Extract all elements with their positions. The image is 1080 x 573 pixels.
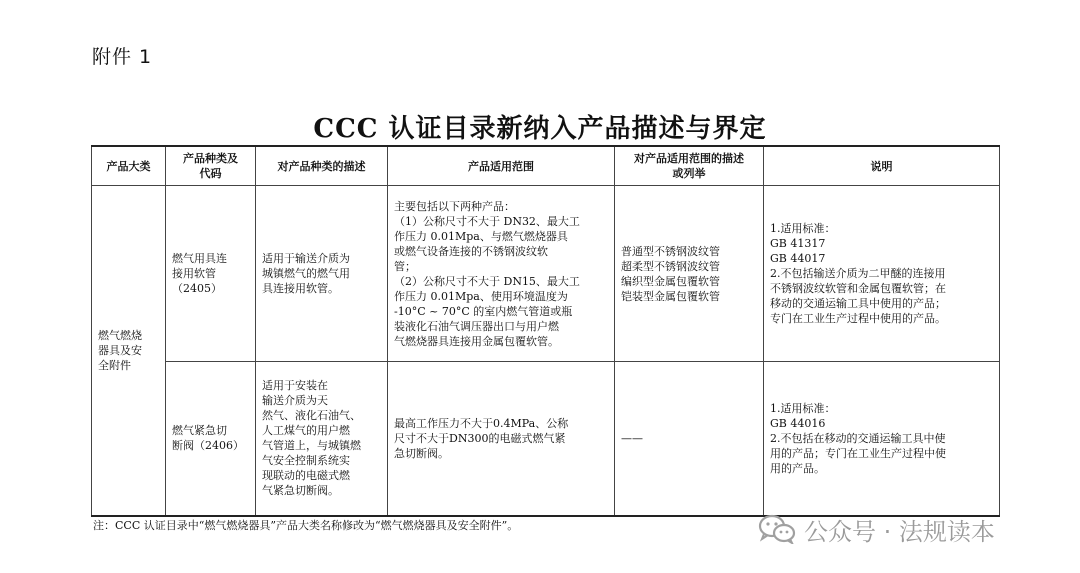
cell-type-code: 燃气用具连 接用软管 （2405） xyxy=(166,186,256,362)
footnote: 注：CCC 认证目录中“燃气燃烧器具”产品大类名称修改为“燃气燃烧器具及安全附件”。 xyxy=(93,519,519,532)
header-scope: 产品适用范围 xyxy=(388,146,615,186)
cell-scope: 主要包括以下两种产品： （1）公称尺寸不大于 DN32、最大工 作压力 0.01Mpa、与燃气燃烧器具 或燃气设备连接的不锈钢波纹软 管； （2）公称尺寸不大于 DN15、最大工 作压力 0.01Mpa、使用环境温度为 -10°C ~ 70°C 的室内燃气管道或瓶 装液化石油气调压器出口与用户燃 气燃烧器具连接用金属包覆软管。 xyxy=(388,186,615,362)
header-scope-description: 对产品适用范围的描述 或列举 xyxy=(615,146,764,186)
cell-notes: 1.适用标准： GB 41317 GB 44017 2.不包括输送介质为二甲醚的连接用 不锈钢波纹软管和金属包覆软管；在 移动的交通运输工具中使用的产品； 专门在工业生产过程中使用的产品。 xyxy=(764,186,1000,362)
document-title: CCC 认证目录新纳入产品描述与界定 xyxy=(313,114,767,144)
table-row xyxy=(92,186,1000,362)
cell-scope: 最高工作压力不大于0.4MPa、公称 尺寸不大于DN300的电磁式燃气紧 急切断阀。 xyxy=(388,362,615,516)
cell-scope-description: 普通型不锈钢波纹管 超柔型不锈钢波纹管 编织型金属包覆软管 铠装型金属包覆软管 xyxy=(615,186,764,362)
cell-category: 燃气燃烧 器具及安 全附件 xyxy=(92,186,166,516)
watermark-text: 公众号 · 法规读本 xyxy=(804,517,995,546)
cell-scope-description: —— xyxy=(615,362,764,516)
header-type-code: 产品种类及 代码 xyxy=(166,146,256,186)
table-row xyxy=(92,362,1000,516)
cell-type-code: 燃气紧急切 断阀（2406） xyxy=(166,362,256,516)
header-category: 产品大类 xyxy=(92,146,166,186)
product-table xyxy=(91,145,1000,517)
watermark xyxy=(758,512,995,546)
header-type-description: 对产品种类的描述 xyxy=(256,146,388,186)
attachment-label: 附件 1 xyxy=(92,46,153,68)
table-header-row xyxy=(92,146,1000,186)
cell-type-description: 适用于安装在 输送介质为天 然气、液化石油气、 人工煤气的用户燃 气管道上，与城镇燃 气安全控制系统实 现联动的电磁式燃 气紧急切断阀。 xyxy=(256,362,388,516)
cell-type-description: 适用于输送介质为 城镇燃气的燃气用 具连接用软管。 xyxy=(256,186,388,362)
header-notes: 说明 xyxy=(764,146,1000,186)
wechat-icon xyxy=(758,514,796,544)
cell-notes: 1.适用标准： GB 44016 2.不包括在移动的交通运输工具中使 用的产品；专门在工业生产过程中使 用的产品。 xyxy=(764,362,1000,516)
